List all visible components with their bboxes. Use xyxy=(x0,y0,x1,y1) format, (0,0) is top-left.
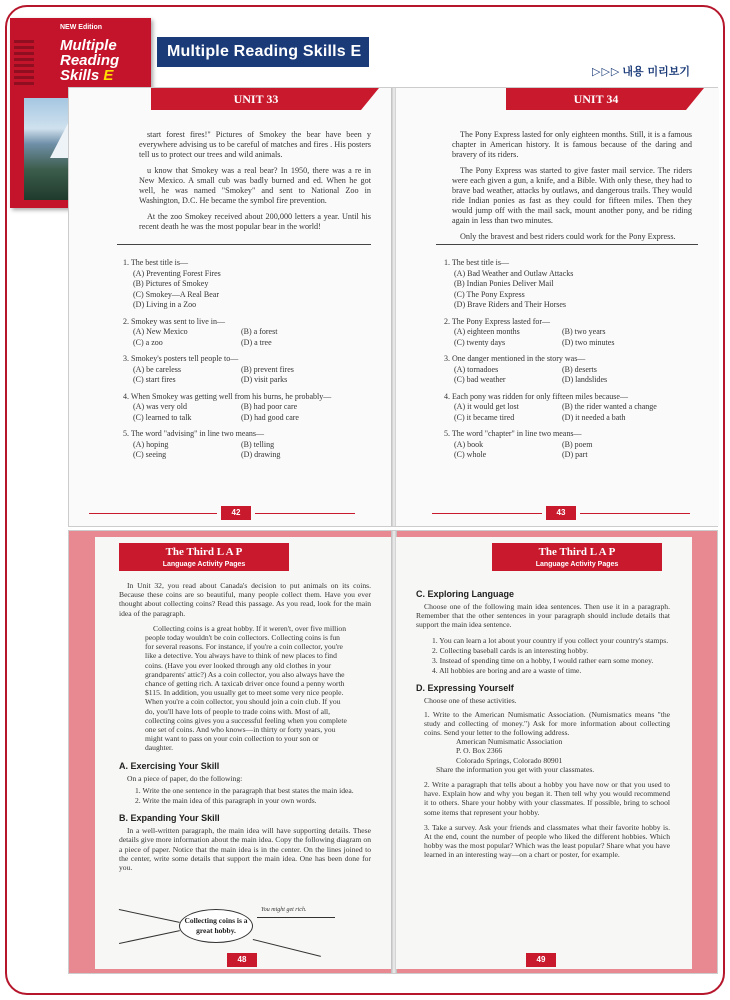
lap48-body xyxy=(119,581,371,878)
answer-options xyxy=(123,365,383,386)
answer-options xyxy=(123,440,383,461)
section-a-list xyxy=(119,786,371,805)
answer-option: (A) Preventing Forest Fires xyxy=(133,268,221,278)
question-block xyxy=(444,317,712,349)
page-49 xyxy=(396,537,692,969)
answer-option: (A) was very old xyxy=(133,402,187,411)
answer-option: (B) telling xyxy=(241,439,275,449)
answer-option: (C) a zoo xyxy=(133,337,163,347)
question-stem: 4. When Smokey was getting well from his burns, he probably— xyxy=(123,391,332,401)
page-number: 49 xyxy=(526,953,556,967)
question-stem: 5. The word "advising" in line two means— xyxy=(123,429,265,438)
diagram-spoke xyxy=(119,930,180,944)
page-title: Multiple Reading Skills E xyxy=(157,37,369,67)
list-item: 3. Instead of spending time on a hobby, I would rather earn some money. xyxy=(432,656,654,666)
answer-option: (C) whole xyxy=(454,450,487,459)
section-a-intro: On a piece of paper, do the following: xyxy=(127,773,243,783)
main-idea-diagram xyxy=(113,903,353,953)
unit33-questions xyxy=(123,258,383,467)
answer-option: (C) bad weather xyxy=(454,375,506,384)
footer-line xyxy=(255,513,355,514)
answer-option: (D) Living in a Zoo xyxy=(133,300,197,309)
answer-option: (A) it would get lost xyxy=(454,402,519,411)
page-42 xyxy=(69,88,392,526)
page-48 xyxy=(95,537,392,969)
answer-option: (C) learned to talk xyxy=(133,412,192,422)
answer-option: (D) two minutes xyxy=(562,337,615,347)
unit33-para: At the zoo Smokey received about 200,000 letters a year. Until his recent death he was the most popular bear in the world! xyxy=(139,212,371,231)
answer-option: (B) had poor care xyxy=(241,402,298,411)
answer-option: (A) tornadoes xyxy=(454,364,499,374)
lap48-passage: Collecting coins is a great hobby. If it weren't, over five million people today wouldn't be coin collectors. Collecting coins is fun for several reasons. For instance, if you're a coin collector, you're like a detective. You always have to think of new places to find coins. (Have you ever looked through any old clothes in your grandparents' attic?) As a coin collector, you also always have the chance of getting rich. A taxicab driver once found a penny worth $115. In addition, you usually get to meet some very nice people. When you're a coin collector, you should join a coin club. If you do, you'll have lots of people to trade coins with. Most of all, collecting coins gives you a successful feeling when you complete one set of coins. And who knows—in thirty or forty years, you might want to pass on your coin collection to your son or daughter. xyxy=(145,623,347,753)
answer-options xyxy=(123,327,383,348)
question-block xyxy=(123,317,383,349)
answer-option: (B) prevent fires xyxy=(241,364,294,374)
list-item: 4. All hobbies are boring and are a waste of time. xyxy=(432,666,582,676)
footer-line xyxy=(89,513,217,514)
unit34-story xyxy=(452,130,692,248)
lap-header xyxy=(492,543,662,571)
divider xyxy=(436,244,698,245)
answer-option: (C) Smokey—A Real Bear xyxy=(133,289,219,299)
page-number: 43 xyxy=(546,506,576,520)
unit33-para: start forest fires!" Pictures of Smokey the bear have been y everywhere advising us to be careful of matches and fires . His posters tell us to protect our trees and wild animals. xyxy=(139,130,371,159)
unit34-para: The Pony Express lasted for only eighteen months. Still, it is a famous chapter in American history. It is famous because of the daring and bravery of its riders. xyxy=(452,130,692,159)
mailing-address xyxy=(416,737,670,765)
answer-options xyxy=(444,440,712,461)
question-block xyxy=(444,429,712,461)
address-line: American Numismatic Association xyxy=(456,737,563,747)
answer-option: (B) a forest xyxy=(241,327,278,336)
section-c-list xyxy=(416,636,670,676)
lap48-intro: In Unit 32, you read about Canada's decision to put animals on its coins. Because these coins are so beautiful, many people collect them. Have you ever thought about collecting coins? Read this passage. As you read, look for the main idea of the paragraph. xyxy=(119,581,371,618)
question-stem: 1. The best title is— xyxy=(123,258,188,267)
answer-option: (C) it became tired xyxy=(454,412,515,422)
question-block xyxy=(444,258,712,311)
answer-option: (D) landslides xyxy=(562,375,608,384)
section-d-heading: D. Expressing Yourself xyxy=(416,683,514,694)
answer-option: (A) book xyxy=(454,439,484,449)
lap-title: The Third L A P xyxy=(165,546,243,558)
page-number: 48 xyxy=(227,953,257,967)
list-item: 1. Write the one sentence in the paragraph that best states the main idea. xyxy=(135,785,354,795)
answer-option: (A) hoping xyxy=(133,439,169,449)
answer-option: (A) eighteen months xyxy=(454,327,520,336)
answer-options xyxy=(444,269,712,311)
lap-subtitle: Language Activity Pages xyxy=(535,561,619,568)
address-line: P. O. Box 2366 xyxy=(456,746,503,756)
question-stem: 5. The word "chapter" in line two means— xyxy=(444,429,582,438)
share-line: Share the information you get with your classmates. xyxy=(436,764,595,774)
section-b-heading: B. Expanding Your Skill xyxy=(119,813,220,824)
diagram-spoke xyxy=(253,939,321,957)
answer-option: (B) poem xyxy=(562,439,593,449)
lap-header xyxy=(119,543,289,571)
cover-title-1: Multiple xyxy=(60,37,117,54)
unit34-title: UNIT 34 xyxy=(506,88,686,110)
answer-option: (D) had good care xyxy=(241,412,299,422)
answer-option: (D) it needed a bath xyxy=(562,412,626,422)
cover-title-2: Reading xyxy=(60,52,120,69)
diagram-example: You might get rich. xyxy=(261,907,307,913)
answer-option: (B) Pictures of Smokey xyxy=(133,279,209,288)
question-block xyxy=(444,354,712,386)
question-stem: 3. Smokey's posters tell people to— xyxy=(123,354,239,363)
spread-units xyxy=(68,87,718,527)
lap-title: The Third L A P xyxy=(538,546,616,558)
question-block xyxy=(123,392,383,424)
question-block xyxy=(123,258,383,311)
unit34-questions xyxy=(444,258,712,467)
answer-option: (A) New Mexico xyxy=(133,327,188,336)
preview-link[interactable] xyxy=(592,63,690,79)
answer-option: (D) Brave Riders and Their Horses xyxy=(454,300,567,309)
list-item: 1. You can learn a lot about your country if you collect your country's stamps. xyxy=(432,635,669,645)
question-block xyxy=(123,429,383,461)
unit34-para: The Pony Express was started to give faster mail service. The riders were each given a gun, a knife, and a Bible. With only these, they had to brave bad weather, attacks by outlaws, and dangerous trails. They would ride Indian ponies as fast as they could for fifteen miles. Then they would jump off with the mail sack, mount another pony, and be riding again in less than two minutes. xyxy=(452,166,692,225)
answer-option: (D) part xyxy=(562,450,588,459)
preview-label: 내용 미리보기 xyxy=(622,65,690,78)
footer-line xyxy=(432,513,542,514)
cover-stripes xyxy=(14,40,34,88)
answer-option: (C) start fires xyxy=(133,375,176,384)
address-line: Colorado Springs, Colorado 80901 xyxy=(456,755,563,765)
unit33-para: u know that Smokey was a real bear? In 1950, there was a re in New Mexico. A small cub was badly burned and ed. When he got well, he was named "Smokey" and sent to National Zoo in Washington, D.C. He became the symbol fire prevention. xyxy=(139,166,371,205)
answer-options xyxy=(444,402,712,423)
question-stem: 2. The Pony Express lasted for— xyxy=(444,316,551,326)
section-d-item1: 1. Write to the American Numismatic Association. (Numismatics means "the study and collecting of money.") Ask for more information about collecting coins. Send your letter to the following address. xyxy=(424,709,670,738)
answer-options xyxy=(123,402,383,423)
unit33-title: UNIT 33 xyxy=(151,88,361,110)
section-b-text: In a well-written paragraph, the main idea will have supporting details. These details give more information about the main idea. Copy the following diagram on a piece of paper. Notice that the main idea is in the center. On the lines joined to the center, write some details that support the main idea. One has been done for you. xyxy=(119,826,371,873)
answer-option: (A) be careless xyxy=(133,364,181,374)
answer-options xyxy=(444,327,712,348)
cover-title-3 xyxy=(60,68,113,83)
spread-lap xyxy=(68,530,718,974)
cover-title-3-text: Skills xyxy=(60,67,100,84)
divider xyxy=(117,244,371,245)
answer-option: (C) The Pony Express xyxy=(454,289,525,299)
footer-line xyxy=(580,513,690,514)
answer-option: (B) deserts xyxy=(562,364,597,374)
section-d-item3: 3. Take a survey. Ask your friends and classmates what their favorite hobby is. At the end, count the number of people who liked the different hobbies. Which hobby was the most popular? Which was the least popular? Share what you have learned in an interesting way—on a chart or poster, for example. xyxy=(424,822,670,860)
answer-option: (C) seeing xyxy=(133,450,167,459)
section-a-heading: A. Exercising Your Skill xyxy=(119,760,220,771)
answer-option: (B) the rider wanted a change xyxy=(562,402,657,411)
answer-option: (D) a tree xyxy=(241,337,272,347)
question-stem: 3. One danger mentioned in the story was— xyxy=(444,354,586,363)
unit34-para: Only the bravest and best riders could work for the Pony Express. xyxy=(460,232,676,241)
question-stem: 4. Each pony was ridden for only fifteen miles because— xyxy=(444,391,628,401)
list-item: 2. Write the main idea of this paragraph in your own words. xyxy=(135,796,317,806)
answer-option: (D) visit parks xyxy=(241,375,288,384)
list-item: 2. Collecting baseball cards is an interesting hobby. xyxy=(432,645,589,655)
answer-options xyxy=(444,365,712,386)
question-stem: 1. The best title is— xyxy=(444,258,509,267)
answer-option: (B) two years xyxy=(562,327,606,336)
unit33-story xyxy=(139,130,371,238)
section-d-item2: 2. Write a paragraph that tells about a hobby you have now or that you used to have. Explain how and why you began it. Then tell why you would recommend it to others. Share your hobby with your classmates. If possible, bring to school some items that represent your hobby. xyxy=(424,780,670,817)
answer-option: (A) Bad Weather and Outlaw Attacks xyxy=(454,268,574,278)
section-d-intro: Choose one of these activities. xyxy=(424,696,517,706)
diagram-detail-line xyxy=(257,917,335,918)
page-number: 42 xyxy=(221,506,251,520)
question-block xyxy=(444,392,712,424)
cover-series: NEW Edition xyxy=(60,24,102,31)
question-stem: 2. Smokey was sent to live in— xyxy=(123,316,225,326)
answer-option: (C) twenty days xyxy=(454,337,506,347)
lap-subtitle: Language Activity Pages xyxy=(162,561,246,568)
diagram-spoke xyxy=(119,909,180,923)
page-43 xyxy=(396,88,719,526)
section-c-intro: Choose one of the following main idea sentences. Then use it in a paragraph. Remember that the other sentences in your paragraph should include details that support the main idea sentence. xyxy=(416,602,670,630)
question-block xyxy=(123,354,383,386)
section-c-heading: C. Exploring Language xyxy=(416,589,515,599)
diagram-center: Collecting coins is a great hobby. xyxy=(179,909,253,943)
cover-title-letter: E xyxy=(103,67,114,84)
triangle-arrows-icon: ▷▷▷ xyxy=(592,65,621,78)
answer-option: (D) drawing xyxy=(241,450,281,459)
answer-option: (B) Indian Ponies Deliver Mail xyxy=(454,279,554,288)
lap49-body xyxy=(416,581,670,860)
answer-options xyxy=(123,269,383,311)
